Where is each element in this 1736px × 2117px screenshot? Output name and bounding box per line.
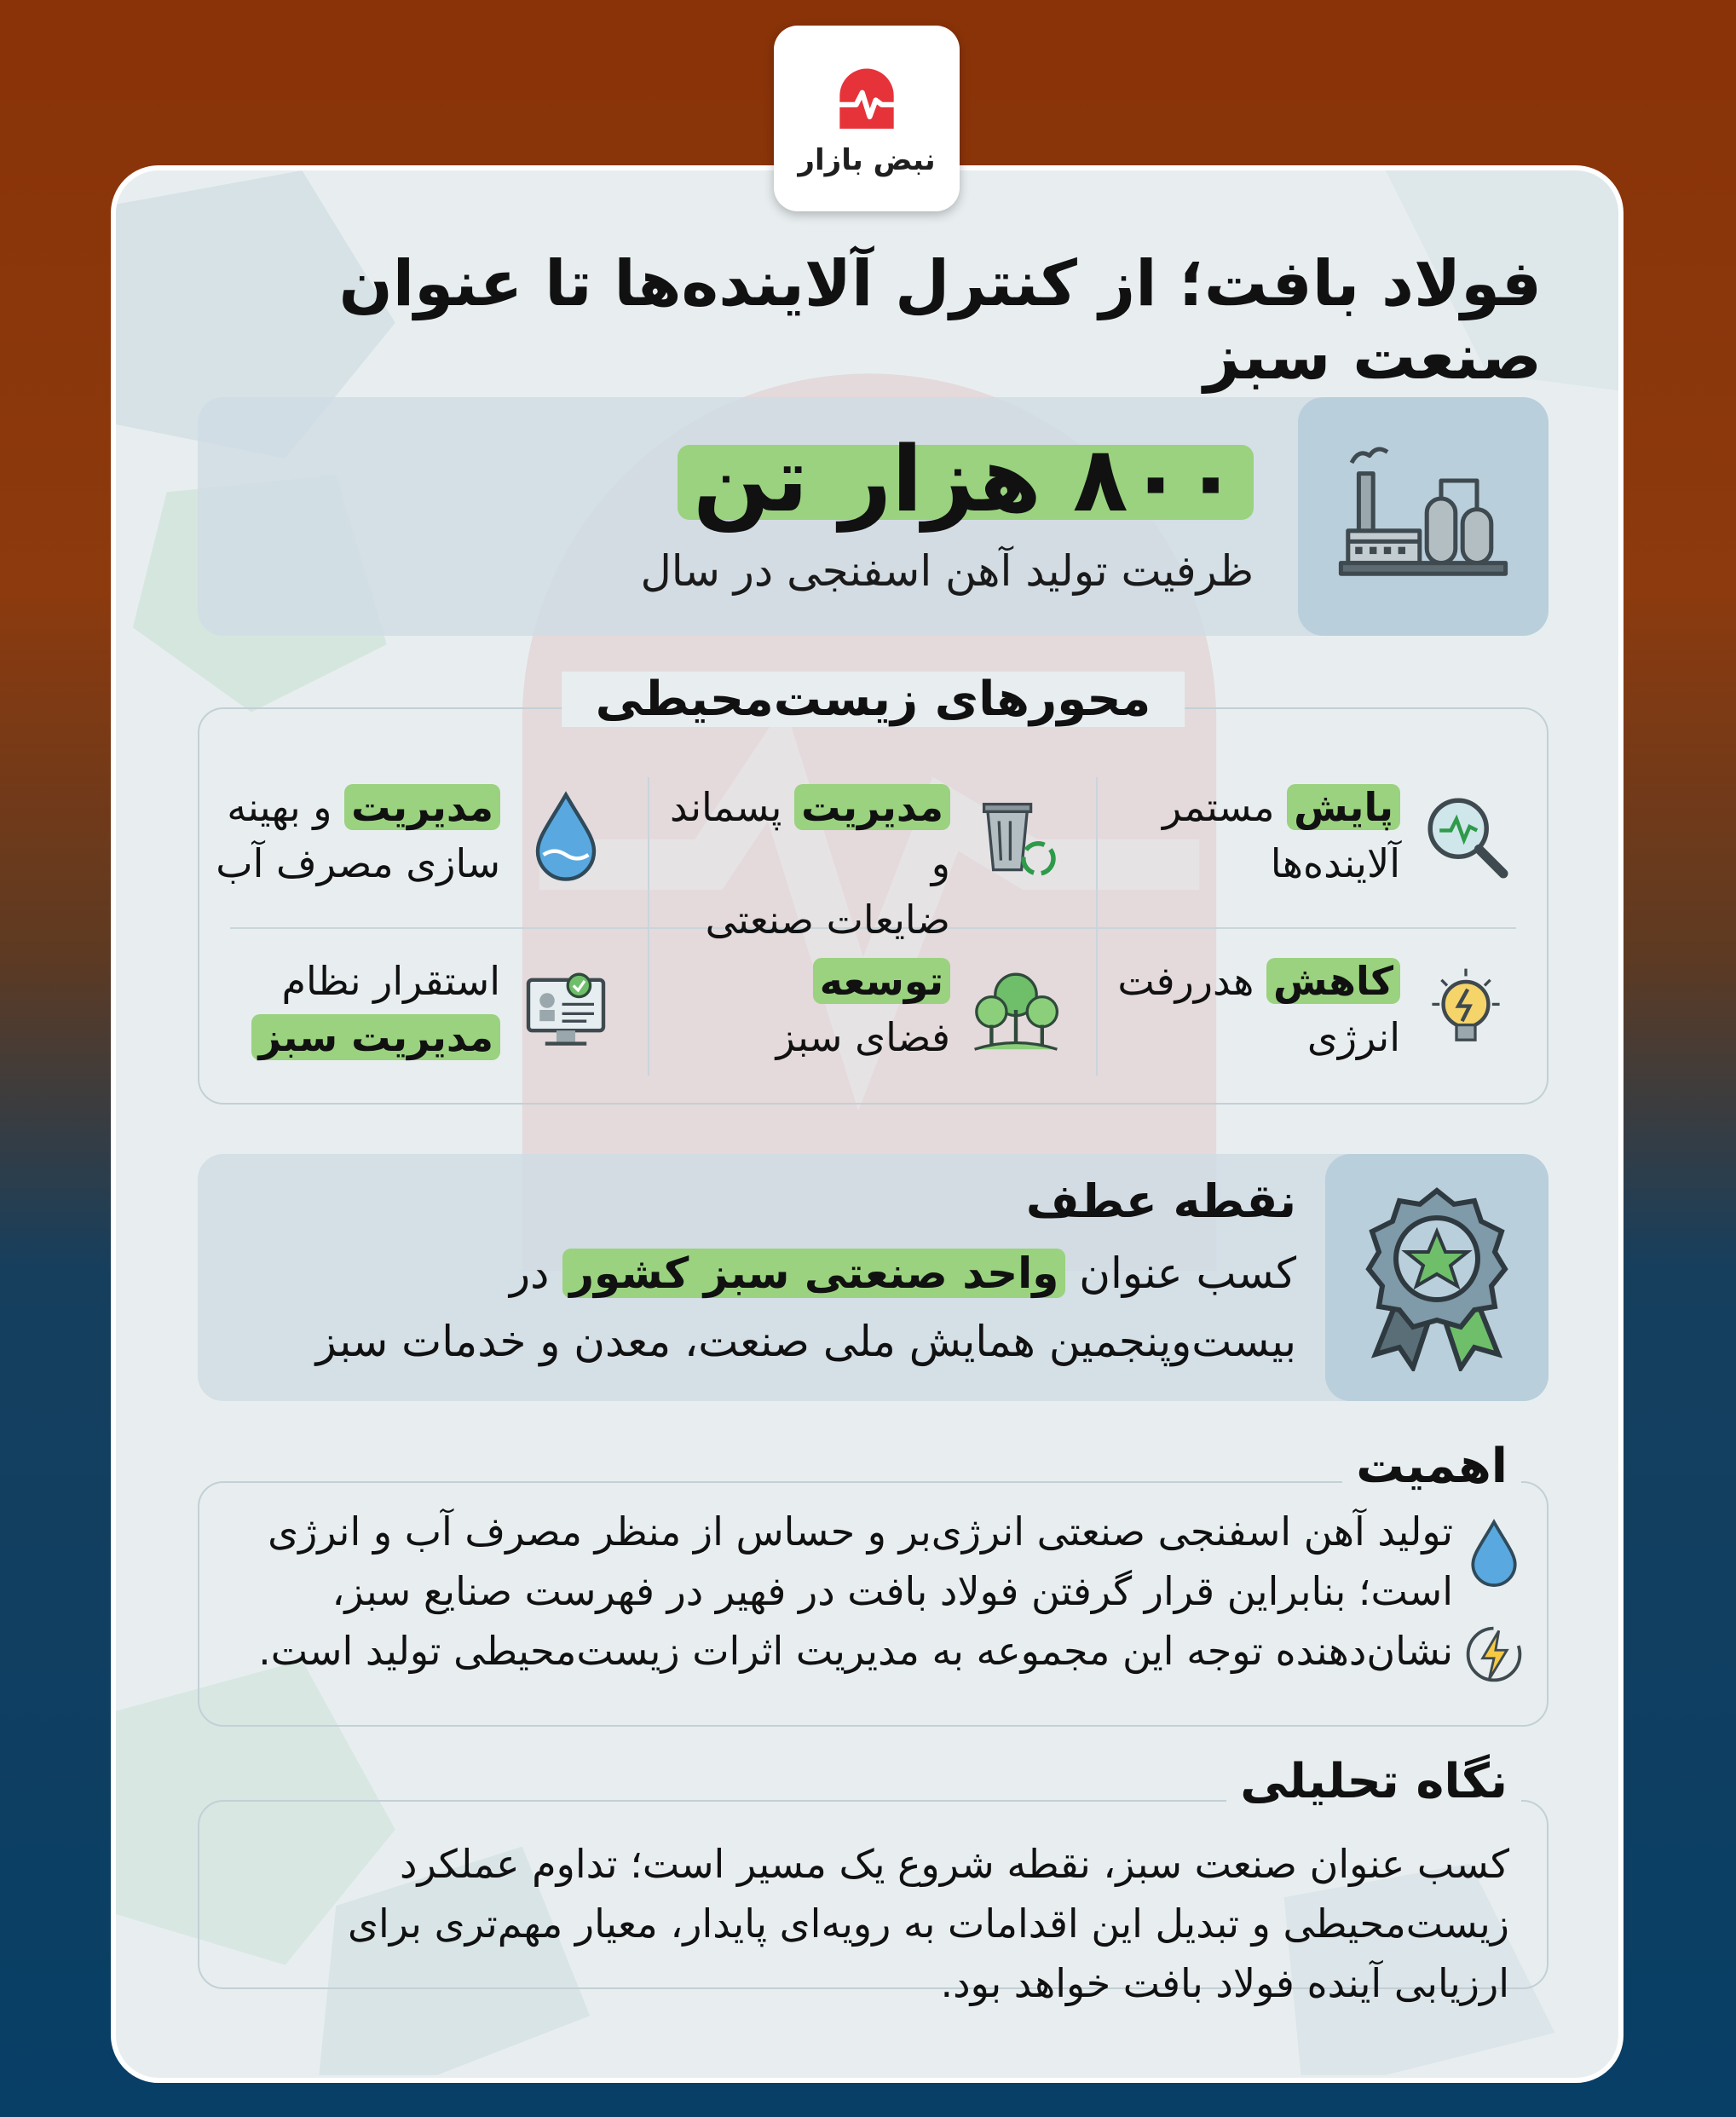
turning-point-highlight: واحد صنعتی سبز کشور (562, 1249, 1065, 1298)
page-title: فولاد بافت؛ از کنترل آلاینده‌ها تا عنوان صنعت سبز (338, 247, 1542, 394)
pillar-item (197, 755, 647, 934)
trees-icon (969, 963, 1063, 1057)
pillar-text: و بهینه (227, 784, 345, 830)
pillar-item (197, 929, 647, 1108)
pillars-title: محورهای زیست‌محیطی (562, 672, 1185, 727)
capacity-box (198, 397, 1549, 636)
magnifier-pulse-icon (1419, 789, 1513, 883)
pillar-item (647, 755, 1097, 943)
energy-bolt-icon (1462, 1618, 1526, 1691)
brand-name: نبض بازار (798, 143, 936, 177)
turning-point-text (274, 1239, 1296, 1376)
pillar-text: هدررفت (1117, 958, 1267, 1004)
pillar-highlight: مدیریت (794, 784, 950, 830)
pulse-logo-icon (829, 60, 904, 135)
award-ribbon-icon (1352, 1184, 1522, 1371)
pillar-highlight: کاهش (1266, 958, 1400, 1004)
analysis-box (198, 1754, 1549, 2006)
capacity-icon-box (1298, 397, 1549, 636)
importance-box (198, 1439, 1549, 1727)
analysis-text: کسب عنوان صنعت سبز، نقطه شروع یک مسیر است؛ تداوم عملکرد زیست‌محیطی و تبدیل این اقدامات به رویه‌ای پایدار، معیار مهم‌تری برای ارزیابی آینده فولاد بافت خواهد بود. (348, 1841, 1509, 2006)
lightbulb-icon (1419, 963, 1513, 1057)
pillar-text-line2: انرژی (1306, 1014, 1400, 1060)
water-drop-icon (1462, 1517, 1526, 1590)
pillar-text-line2: آلاینده‌ها (1270, 840, 1400, 886)
pillar-highlight: مدیریت سبز (251, 1014, 500, 1060)
infographic-card (111, 165, 1624, 2083)
environmental-pillars (198, 672, 1549, 1105)
turning-point-icon-box (1325, 1154, 1549, 1401)
pillar-text-line2: سازی مصرف آب (216, 840, 500, 886)
importance-title: اهمیت (1342, 1439, 1521, 1494)
water-drop-icon (519, 789, 613, 883)
pillar-item (1097, 755, 1547, 934)
pillar-item (1097, 929, 1547, 1108)
trash-recycle-icon (969, 789, 1063, 883)
pillar-text: استقرار نظام (281, 958, 500, 1004)
factory-icon (1334, 427, 1513, 606)
turning-point-text-before: کسب عنوان (1065, 1249, 1296, 1298)
pillar-text-line2: ضایعات صنعتی (705, 897, 950, 943)
pillar-text-line2: فضای سبز (776, 1014, 950, 1060)
capacity-label: ظرفیت تولید آهن اسفنجی در سال (640, 546, 1254, 596)
turning-point-text-after: در بیست‌وپنجمین همایش ملی صنعت، معدن و خدمات سبز (315, 1249, 1296, 1366)
pillar-text: مستمر (1162, 784, 1288, 830)
pillar-item (647, 929, 1097, 1108)
pillar-text: پسماند و (670, 784, 950, 886)
pillar-highlight: توسعه (813, 958, 950, 1004)
pillar-highlight: پایش (1287, 784, 1400, 830)
pillar-highlight: مدیریت (344, 784, 500, 830)
analysis-title: نگاه تحلیلی (1226, 1754, 1521, 1809)
monitor-certificate-icon (519, 963, 613, 1057)
brand-logo-card (774, 26, 960, 211)
capacity-value: ۸۰۰ هزار تن (678, 445, 1254, 520)
turning-point-box (198, 1154, 1549, 1401)
turning-point-title: نقطه عطف (1025, 1174, 1296, 1228)
importance-text: تولید آهن اسفنجی صنعتی انرژی‌بر و حساس از منظر مصرف آب و انرژی است؛ بنابراین قرار گرفتن فولاد بافت در فهیر در فهرست صنایع سبز، نشان‌دهنده توجه این مجموعه به مدیریت اثرات زیست‌محیطی تولید است. (258, 1508, 1453, 1674)
